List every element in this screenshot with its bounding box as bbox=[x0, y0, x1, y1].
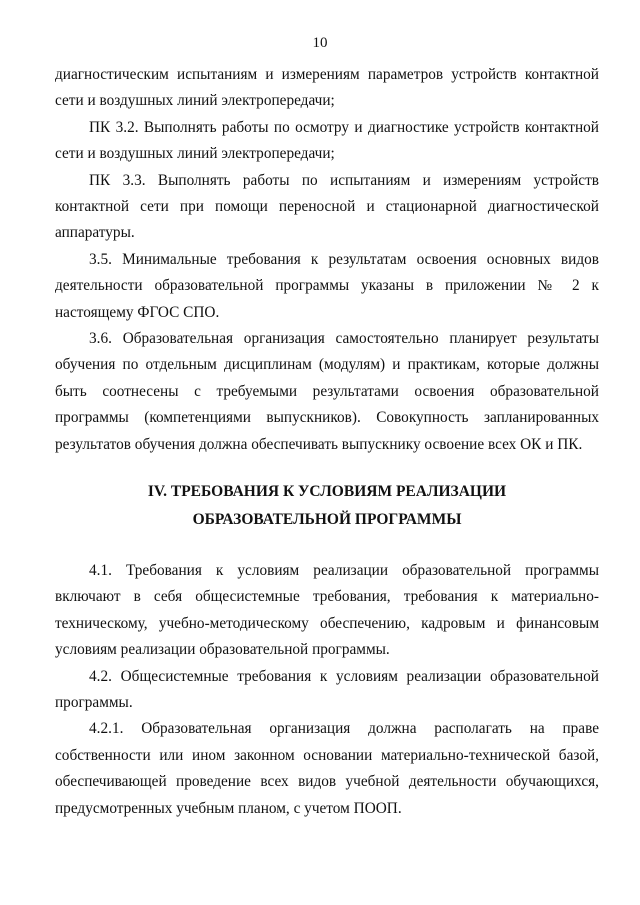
section-heading bbox=[55, 478, 599, 534]
paragraph-4-2: 4.2. Общесистемные требования к условиям реализации образовательной программы. bbox=[55, 667, 599, 712]
top-text-block bbox=[55, 62, 599, 458]
section-heading-line-2: ОБРАЗОВАТЕЛЬНОЙ ПРОГРАММЫ bbox=[192, 511, 462, 528]
paragraph-pk-3-3: ПК 3.3. Выполнять работы по испытаниям и измерениям устройств контактной сети при помощи переносной и стационарной диагностической аппаратуры. bbox=[55, 171, 599, 242]
section-heading-line-1: IV. ТРЕБОВАНИЯ К УСЛОВИЯМ РЕАЛИЗАЦИИ bbox=[147, 483, 507, 500]
paragraph-pk-3-2: ПК 3.2. Выполнять работы по осмотру и диагностике устройств контактной сети и воздушных линий электропередачи; bbox=[55, 118, 599, 163]
paragraph-4-1: 4.1. Требования к условиям реализации образовательной программы включают в себя общесистемные требования, требования к материально-техническому, учебно-методическому обеспечению, кадровым и финансовым условиям реализации образовательной программы. bbox=[55, 562, 599, 659]
bottom-text-block bbox=[55, 558, 599, 822]
page-number: 10 bbox=[312, 35, 328, 51]
paragraph-4-2-1: 4.2.1. Образовательная организация должна располагать на праве собственности или ином законном основании материально-технической базой, обеспечивающей проведение всех видов учебной деятельности обучающихся, предусмотренных учебным планом, с учетом ПООП. bbox=[55, 720, 599, 817]
paragraph-3-5: 3.5. Минимальные требования к результатам освоения основных видов деятельности образовательной программы указаны в приложении № 2 к настоящему ФГОС СПО. bbox=[55, 250, 599, 321]
paragraph-continuation: диагностическим испытаниям и измерениям параметров устройств контактной сети и воздушных линий электропередачи; bbox=[55, 66, 599, 110]
paragraph-3-6: 3.6. Образовательная организация самостоятельно планирует результаты обучения по отдельным дисциплинам (модулям) и практикам, которые должны быть соотнесены с требуемыми результатами освоения образовательной программы (компетенциями выпускников). Совокупность запланированных результатов обучения должна обеспечивать выпускнику освоение всех ОК и ПК. bbox=[55, 330, 599, 453]
